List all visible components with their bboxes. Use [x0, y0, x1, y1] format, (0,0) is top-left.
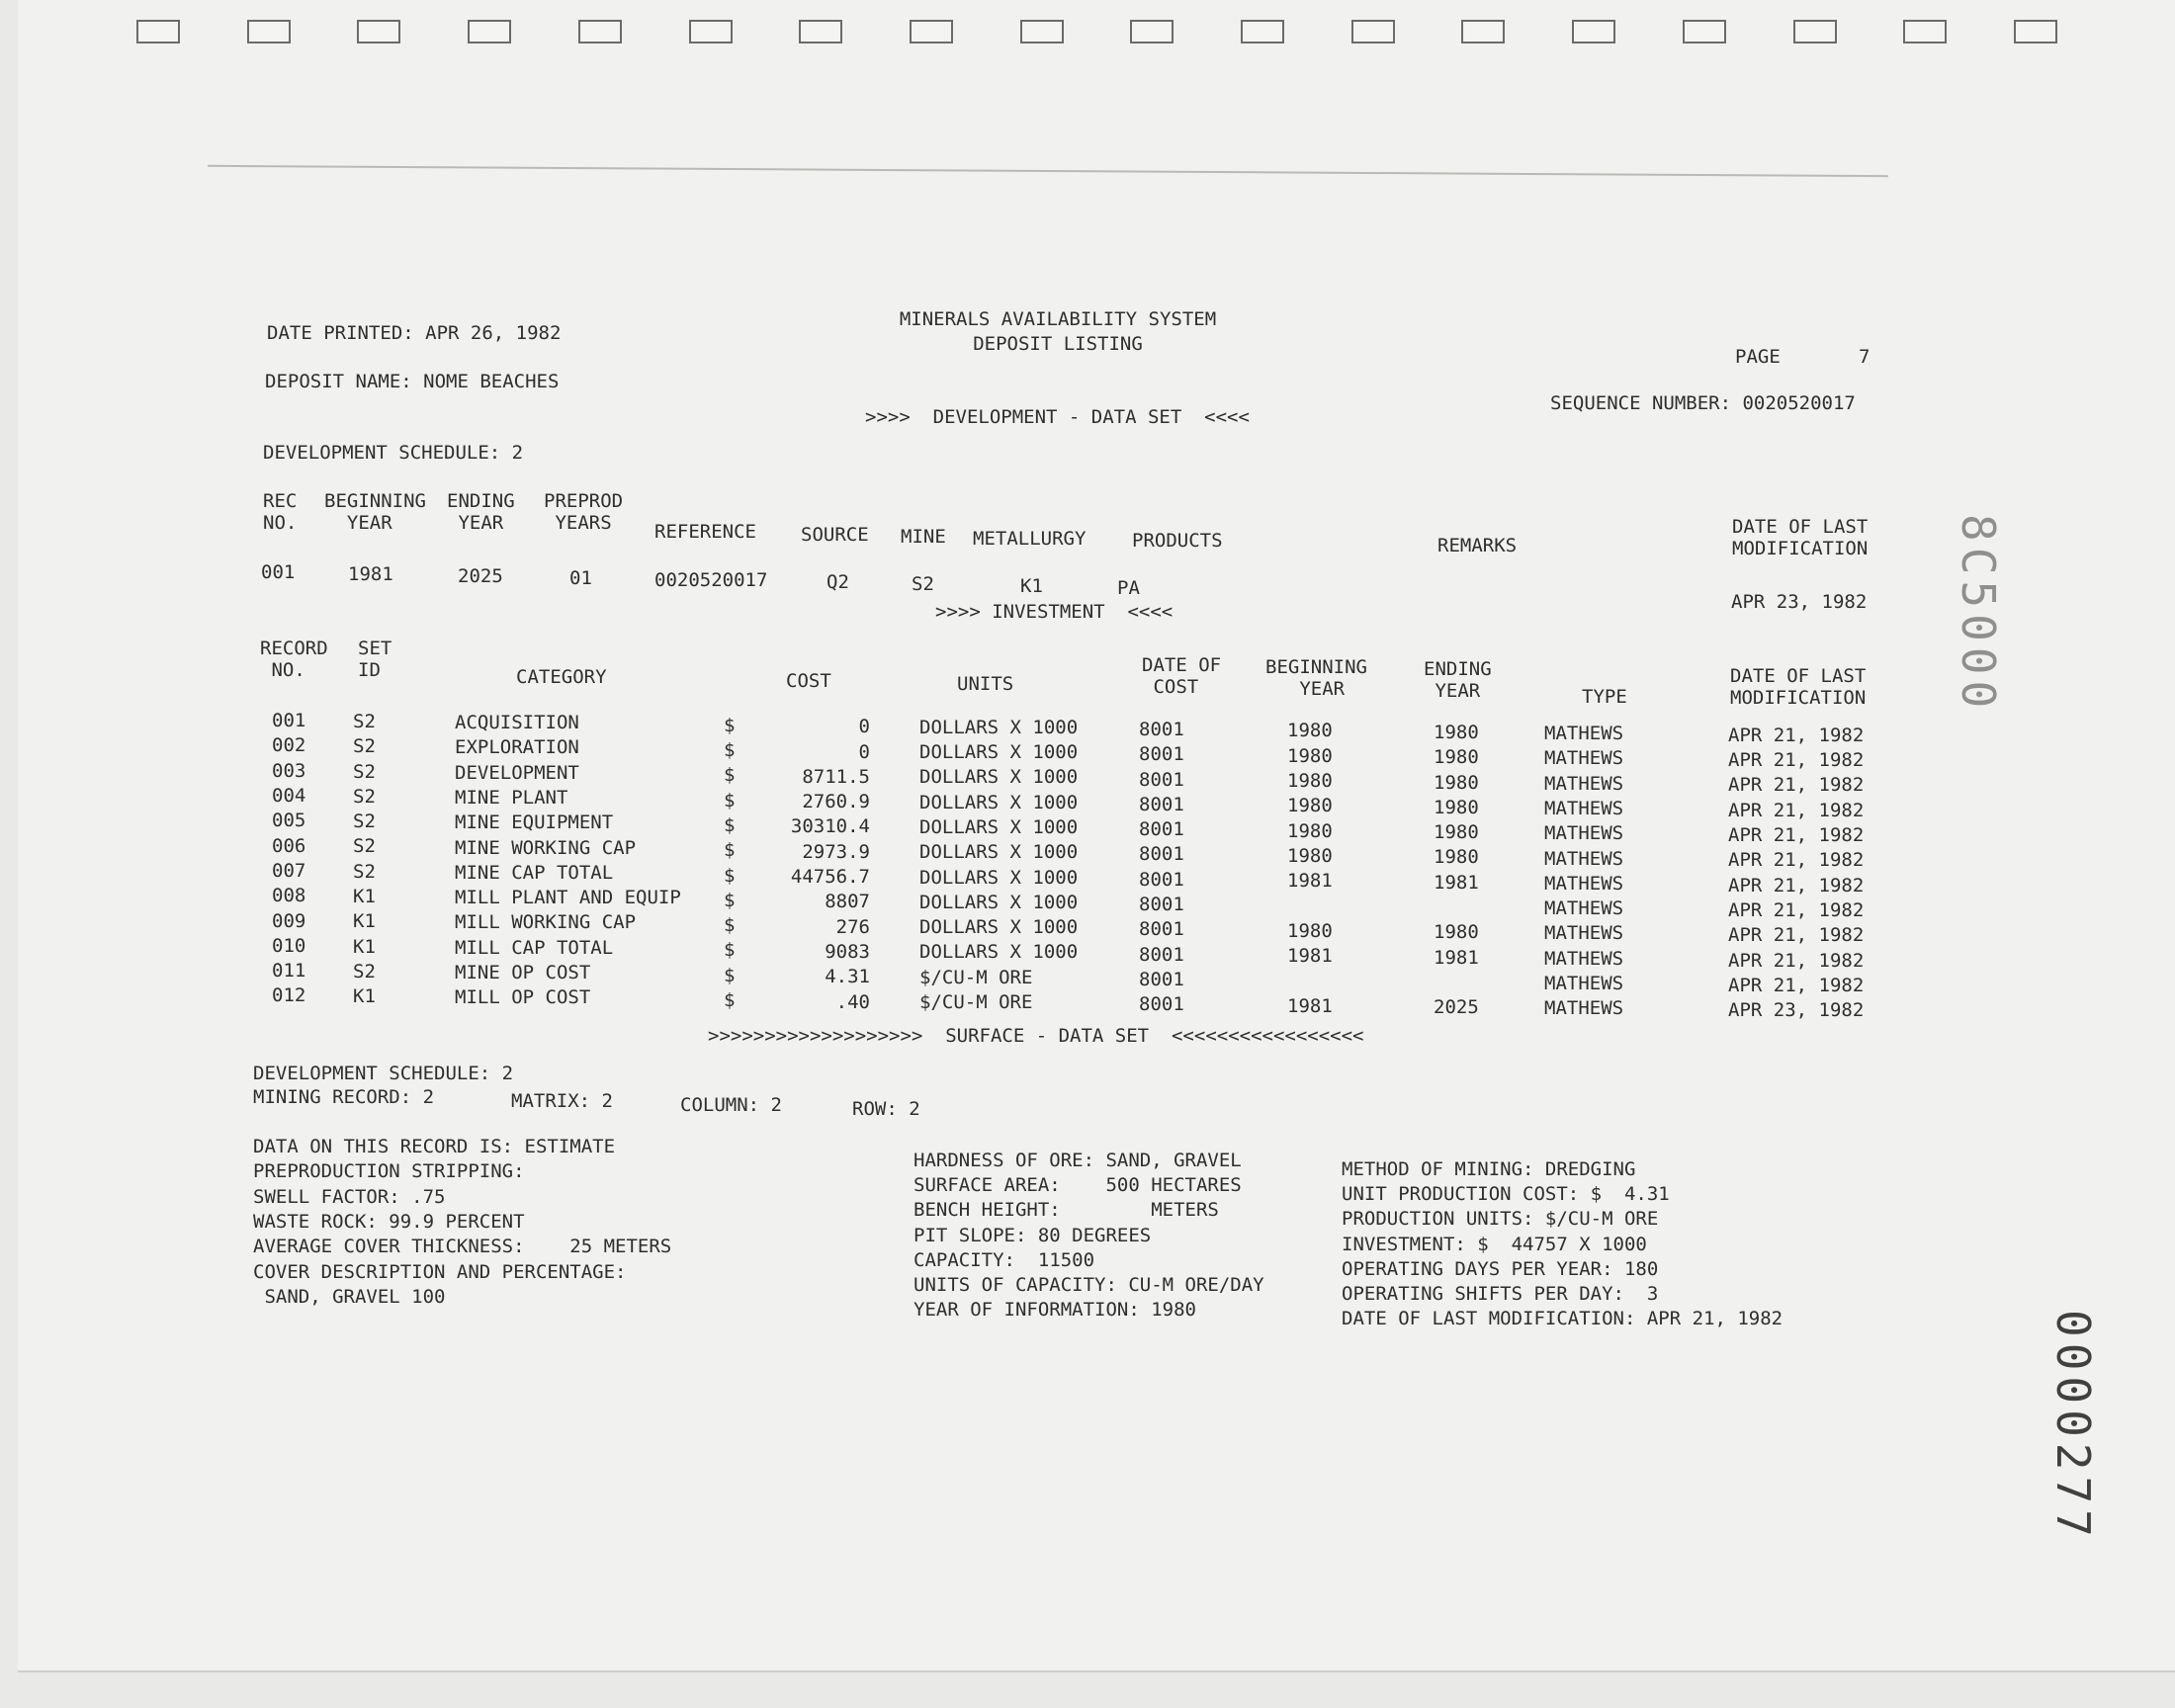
surface-middle-line: SURFACE AREA: 500 HECTARES: [914, 1174, 1242, 1197]
cell-set-id: S2: [353, 735, 376, 758]
dev-row-beginning: 1981: [348, 563, 393, 585]
inv-header-beginning: BEGINNING YEAR: [1265, 656, 1367, 700]
cell-ending-year: 1980: [1434, 921, 1479, 944]
cell-beginning-year: 1981: [1287, 870, 1333, 893]
cell-date-of-cost: 8001: [1139, 768, 1184, 791]
cell-ending-year: 1980: [1434, 721, 1479, 743]
surface-left-line: SAND, GRAVEL 100: [253, 1285, 446, 1308]
dev-header-reference: REFERENCE: [654, 521, 756, 543]
cell-cost: 2973.9: [802, 840, 870, 863]
cell-date-of-cost: 8001: [1139, 918, 1184, 941]
cell-record-no: 006: [272, 834, 306, 857]
cell-ending-year: 1981: [1434, 946, 1479, 969]
dev-row-preprod: 01: [569, 567, 592, 589]
cell-record-no: 008: [272, 885, 306, 907]
cell-type: MATHEWS: [1544, 947, 1624, 970]
development-section-title: >>>> DEVELOPMENT - DATA SET <<<<: [865, 406, 1250, 428]
surface-matrix: MATRIX: 2: [511, 1090, 613, 1112]
cell-currency: $: [724, 864, 736, 887]
cell-ending-year: 1980: [1434, 821, 1479, 844]
cell-beginning-year: 1980: [1287, 744, 1333, 767]
cell-type: MATHEWS: [1544, 897, 1624, 920]
cell-category: ACQUISITION: [455, 712, 579, 733]
feed-hole: [910, 20, 953, 43]
cell-beginning-year: 1980: [1287, 795, 1333, 817]
feed-hole: [1572, 20, 1615, 43]
surface-left-line: AVERAGE COVER THICKNESS: 25 METERS: [253, 1236, 672, 1258]
cell-date-modified: APR 21, 1982: [1728, 874, 1865, 897]
development-schedule: DEVELOPMENT SCHEDULE: 2: [263, 442, 524, 464]
date-printed: DATE PRINTED: APR 26, 1982: [267, 322, 562, 344]
surface-mining-record: MINING RECORD: 2: [253, 1086, 435, 1108]
cell-category: MINE EQUIPMENT: [455, 811, 614, 834]
cell-category: MILL PLANT AND EQUIP: [455, 887, 681, 909]
cell-date-modified: APR 21, 1982: [1728, 749, 1865, 772]
surface-right-line: PRODUCTION UNITS: $/CU-M ORE: [1342, 1208, 1659, 1231]
surface-middle-line: UNITS OF CAPACITY: CU-M ORE/DAY: [914, 1274, 1264, 1296]
feed-hole: [468, 20, 511, 43]
inv-header-cost: COST: [786, 670, 831, 692]
surface-middle-line: CAPACITY: 11500: [914, 1248, 1095, 1271]
cell-beginning-year: 1980: [1287, 819, 1333, 842]
cell-type: MATHEWS: [1544, 997, 1624, 1020]
cell-type: MATHEWS: [1544, 797, 1624, 819]
feed-hole: [136, 20, 180, 43]
inv-header-units: UNITS: [957, 673, 1014, 695]
cell-currency: $: [724, 939, 736, 962]
cell-date-modified: APR 21, 1982: [1728, 849, 1865, 872]
surface-left-line: COVER DESCRIPTION AND PERCENTAGE:: [253, 1260, 627, 1283]
cell-units: DOLLARS X 1000: [919, 716, 1079, 738]
surface-right-line: UNIT PRODUCTION COST: $ 4.31: [1342, 1183, 1670, 1206]
surface-section-title: >>>>>>>>>>>>>>>>>>> SURFACE - DATA SET <<<<<<<<<<<<<<<<<: [708, 1025, 1364, 1047]
cell-set-id: S2: [353, 960, 376, 982]
dev-row-ending: 2025: [458, 565, 503, 587]
cell-cost: 4.31: [825, 966, 870, 988]
cell-record-no: 011: [272, 960, 306, 982]
dev-row-products: PA: [1117, 577, 1140, 599]
cell-currency: $: [724, 789, 736, 811]
cell-set-id: S2: [353, 811, 376, 833]
cell-record-no: 005: [272, 810, 306, 832]
cell-currency: $: [724, 739, 736, 762]
cell-units: DOLLARS X 1000: [919, 866, 1079, 889]
cell-category: MINE OP COST: [455, 962, 591, 983]
feed-hole: [1241, 20, 1284, 43]
page-number: 7: [1859, 346, 1870, 368]
feed-hole: [1793, 20, 1837, 43]
surface-left-line: PREPRODUCTION STRIPPING:: [253, 1160, 525, 1183]
dev-header-date-mod: DATE OF LAST MODIFICATION: [1732, 516, 1869, 559]
surface-left-line: WASTE ROCK: 99.9 PERCENT: [253, 1210, 525, 1233]
cell-units: DOLLARS X 1000: [919, 766, 1079, 789]
dev-row-metallurgy: K1: [1020, 575, 1043, 597]
frame-number-bottom: 0000277: [2046, 1310, 2100, 1543]
cell-units: DOLLARS X 1000: [919, 941, 1079, 964]
cell-currency: $: [724, 914, 736, 937]
cell-beginning-year: 1980: [1287, 919, 1333, 942]
cell-category: MILL WORKING CAP: [455, 911, 637, 934]
surface-column: COLUMN: 2: [680, 1094, 782, 1116]
cell-date-modified: APR 21, 1982: [1728, 974, 1865, 996]
cell-type: MATHEWS: [1544, 847, 1624, 870]
cell-cost: 276: [835, 915, 870, 938]
surface-dev-schedule: DEVELOPMENT SCHEDULE: 2: [253, 1063, 514, 1084]
dev-row-mine: S2: [912, 573, 934, 595]
cell-set-id: K1: [353, 985, 376, 1008]
cell-units: DOLLARS X 1000: [919, 916, 1079, 939]
dev-row-source: Q2: [826, 571, 849, 593]
tractor-feed-holes: [0, 0, 2175, 59]
cell-currency: $: [724, 964, 736, 986]
feed-hole: [357, 20, 400, 43]
cell-category: MINE CAP TOTAL: [455, 861, 614, 884]
investment-section-title: >>>> INVESTMENT <<<<: [935, 601, 1174, 623]
feed-hole: [1130, 20, 1174, 43]
cell-record-no: 004: [272, 785, 306, 808]
cell-ending-year: 1980: [1434, 796, 1479, 818]
cell-cost: 8711.5: [802, 765, 870, 788]
inv-header-category: CATEGORY: [516, 666, 607, 688]
cell-currency: $: [724, 764, 736, 787]
cell-date-modified: APR 21, 1982: [1728, 949, 1865, 972]
dev-header-beginning: BEGINNING YEAR: [324, 490, 426, 534]
cell-type: MATHEWS: [1544, 772, 1624, 795]
cell-category: DEVELOPMENT: [455, 761, 579, 784]
cell-set-id: S2: [353, 760, 376, 783]
dev-row-date-mod: APR 23, 1982: [1731, 591, 1868, 613]
frame-number-top: 8C5000: [1952, 514, 2005, 715]
cell-type: MATHEWS: [1544, 747, 1624, 770]
cell-units: $/CU-M ORE: [919, 966, 1033, 988]
inv-header-ending: ENDING YEAR: [1424, 658, 1492, 702]
cell-set-id: S2: [353, 785, 376, 808]
surface-middle-line: HARDNESS OF ORE: SAND, GRAVEL: [914, 1150, 1242, 1171]
surface-right-line: OPERATING SHIFTS PER DAY: 3: [1342, 1283, 1659, 1305]
cell-category: MILL CAP TOTAL: [455, 936, 614, 959]
feed-hole: [1461, 20, 1505, 43]
cell-ending-year: 1980: [1434, 771, 1479, 794]
cell-units: DOLLARS X 1000: [919, 815, 1079, 838]
sequence-number: SEQUENCE NUMBER: 0020520017: [1550, 392, 1856, 414]
cell-date-of-cost: 8001: [1139, 818, 1184, 841]
cell-currency: $: [724, 839, 736, 862]
cell-date-modified: APR 21, 1982: [1728, 924, 1865, 947]
cell-units: DOLLARS X 1000: [919, 841, 1079, 864]
listing-title: DEPOSIT LISTING: [973, 333, 1143, 355]
cell-units: DOLLARS X 1000: [919, 741, 1079, 763]
surface-middle-line: PIT SLOPE: 80 DEGREES: [914, 1224, 1152, 1246]
dev-header-mine: MINE: [901, 526, 946, 548]
dev-header-ending: ENDING YEAR: [447, 490, 515, 534]
cell-record-no: 010: [272, 934, 306, 957]
dev-header-products: PRODUCTS: [1132, 530, 1223, 552]
surface-row: ROW: 2: [852, 1098, 920, 1120]
feed-hole: [689, 20, 733, 43]
surface-right-line: OPERATING DAYS PER YEAR: 180: [1342, 1257, 1659, 1280]
inv-header-date-mod: DATE OF LAST MODIFICATION: [1730, 665, 1867, 709]
cell-type: MATHEWS: [1544, 723, 1624, 745]
deposit-name: DEPOSIT NAME: NOME BEACHES: [265, 371, 560, 392]
cell-category: MINE WORKING CAP: [455, 836, 637, 859]
cell-record-no: 012: [272, 984, 306, 1007]
cell-beginning-year: 1980: [1287, 720, 1333, 742]
cell-cost: 0: [858, 716, 870, 738]
cell-date-of-cost: 8001: [1139, 843, 1184, 866]
inv-header-type: TYPE: [1582, 686, 1627, 708]
cell-currency: $: [724, 889, 736, 911]
cell-units: $/CU-M ORE: [919, 991, 1033, 1013]
cell-type: MATHEWS: [1544, 922, 1624, 945]
cell-date-of-cost: 8001: [1139, 718, 1184, 740]
feed-hole: [578, 20, 622, 43]
cell-beginning-year: 1981: [1287, 945, 1333, 968]
cell-record-no: 009: [272, 909, 306, 932]
cell-date-of-cost: 8001: [1139, 793, 1184, 815]
surface-right-line: METHOD OF MINING: DREDGING: [1342, 1158, 1636, 1180]
cell-record-no: 007: [272, 859, 306, 882]
cell-date-modified: APR 21, 1982: [1728, 799, 1865, 821]
feed-hole: [2014, 20, 2057, 43]
page-label: PAGE: [1735, 346, 1781, 368]
surface-left-line: SWELL FACTOR: .75: [253, 1185, 446, 1208]
cell-currency: $: [724, 813, 736, 836]
cell-set-id: S2: [353, 860, 376, 883]
feed-hole: [1903, 20, 1947, 43]
cell-type: MATHEWS: [1544, 822, 1624, 845]
cell-beginning-year: 1981: [1287, 994, 1333, 1017]
inv-header-record: RECORD NO.: [260, 638, 328, 681]
cell-currency: $: [724, 714, 736, 736]
surface-right-line: INVESTMENT: $ 44757 X 1000: [1342, 1233, 1647, 1255]
cell-set-id: K1: [353, 935, 376, 958]
dev-header-metallurgy: METALLURGY: [973, 528, 1087, 550]
cell-date-of-cost: 8001: [1139, 743, 1184, 766]
cell-type: MATHEWS: [1544, 973, 1624, 995]
cell-set-id: K1: [353, 910, 376, 933]
cell-ending-year: 2025: [1434, 996, 1479, 1019]
dev-header-source: SOURCE: [801, 524, 869, 546]
cell-record-no: 002: [272, 734, 306, 757]
feed-hole: [799, 20, 842, 43]
inv-header-set: SET ID: [358, 638, 392, 681]
cell-cost: 9083: [825, 940, 870, 963]
cell-units: DOLLARS X 1000: [919, 791, 1079, 813]
cell-cost: 2760.9: [802, 791, 870, 813]
cell-ending-year: 1980: [1434, 746, 1479, 769]
dev-row-rec: 001: [261, 561, 296, 583]
cell-date-of-cost: 8001: [1139, 943, 1184, 966]
cell-set-id: K1: [353, 886, 376, 908]
cell-set-id: S2: [353, 835, 376, 858]
cell-date-modified: APR 21, 1982: [1728, 724, 1865, 746]
cell-date-of-cost: 8001: [1139, 894, 1184, 916]
cell-cost: .40: [835, 990, 870, 1013]
cell-date-of-cost: 8001: [1139, 868, 1184, 891]
cell-date-modified: APR 21, 1982: [1728, 774, 1865, 797]
cell-date-modified: APR 23, 1982: [1728, 999, 1865, 1022]
cell-date-of-cost: 8001: [1139, 968, 1184, 990]
cell-cost: 44756.7: [790, 866, 870, 888]
feed-hole: [1683, 20, 1726, 43]
dev-header-remarks: REMARKS: [1437, 535, 1518, 556]
cell-cost: 8807: [825, 891, 870, 913]
cell-ending-year: 1980: [1434, 846, 1479, 869]
feed-hole: [1351, 20, 1395, 43]
cell-record-no: 003: [272, 759, 306, 782]
cell-cost: 0: [858, 740, 870, 763]
cell-units: DOLLARS X 1000: [919, 891, 1079, 913]
cell-ending-year: 1981: [1434, 871, 1479, 894]
cell-currency: $: [724, 989, 736, 1012]
feed-hole: [247, 20, 291, 43]
cell-date-modified: APR 21, 1982: [1728, 824, 1865, 847]
cell-record-no: 001: [272, 710, 306, 732]
cell-date-of-cost: 8001: [1139, 993, 1184, 1016]
cell-set-id: S2: [353, 710, 376, 732]
cell-category: EXPLORATION: [455, 736, 579, 759]
cell-category: MILL OP COST: [455, 986, 591, 1009]
cell-category: MINE PLANT: [455, 786, 568, 809]
surface-left-line: DATA ON THIS RECORD IS: ESTIMATE: [253, 1136, 616, 1157]
surface-right-line: DATE OF LAST MODIFICATION: APR 21, 1982: [1342, 1308, 1784, 1330]
dev-header-rec: REC NO.: [263, 490, 298, 534]
cell-date-modified: APR 21, 1982: [1728, 898, 1865, 921]
dev-header-preprod: PREPROD YEARS: [544, 490, 624, 534]
cell-type: MATHEWS: [1544, 872, 1624, 895]
surface-middle-line: BENCH HEIGHT: METERS: [914, 1199, 1219, 1222]
dev-row-reference: 0020520017: [654, 569, 768, 591]
inv-header-date-cost: DATE OF COST: [1142, 654, 1222, 698]
cell-beginning-year: 1980: [1287, 844, 1333, 867]
cell-beginning-year: 1980: [1287, 770, 1333, 793]
surface-middle-line: YEAR OF INFORMATION: 1980: [914, 1299, 1196, 1322]
cell-cost: 30310.4: [790, 815, 870, 838]
feed-hole: [1020, 20, 1064, 43]
system-title: MINERALS AVAILABILITY SYSTEM: [899, 308, 1217, 330]
